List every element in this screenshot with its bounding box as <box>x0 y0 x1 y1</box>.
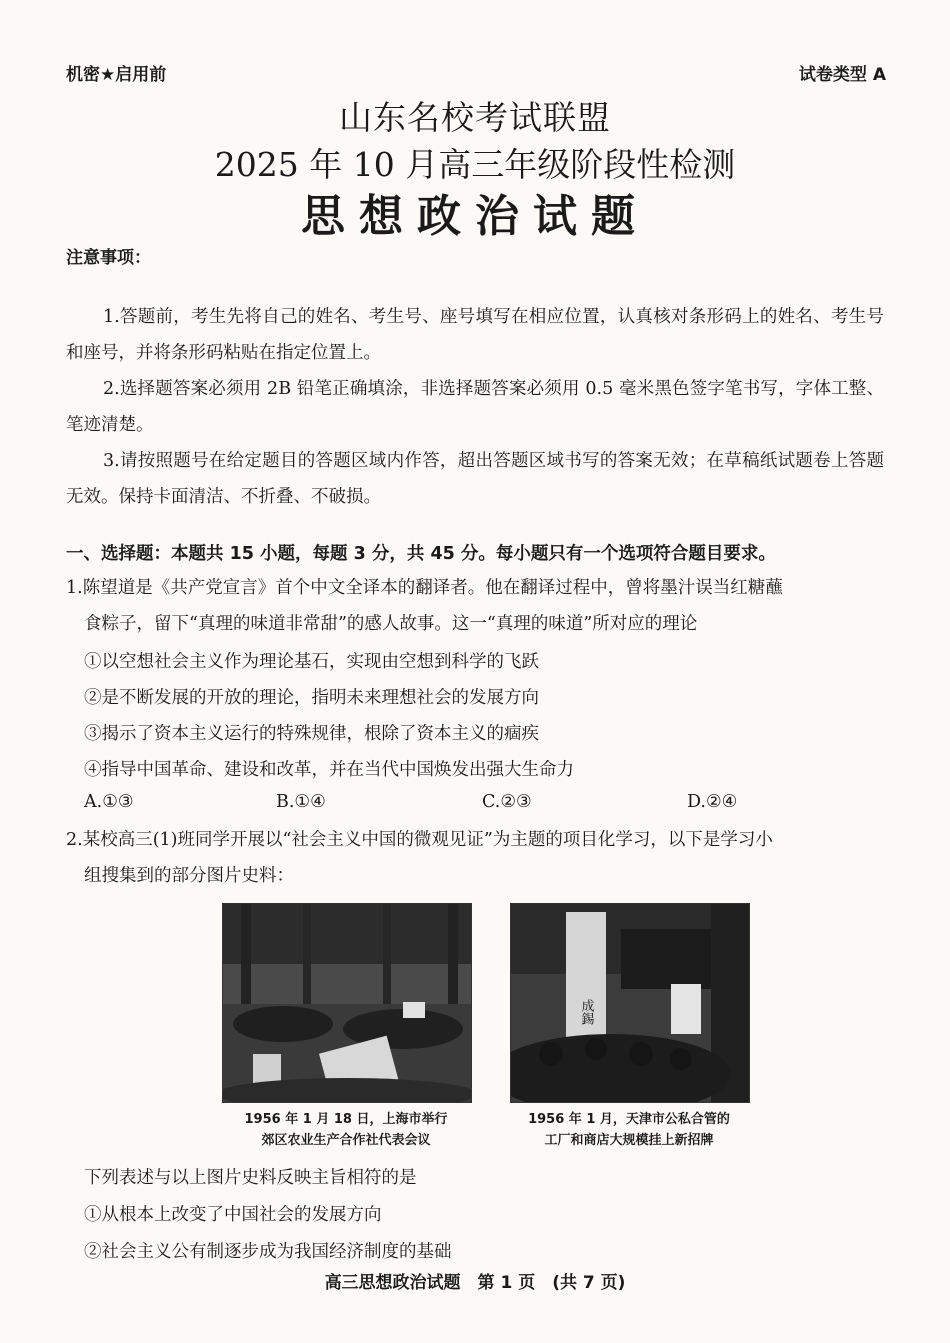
choice-a: A.①③ <box>84 792 134 812</box>
question-2-stem-line2: 组搜集到的部分图片史料： <box>84 866 294 886</box>
question-1-option-4: ④指导中国革命、建设和改革，并在当代中国焕发出强大生命力 <box>84 760 574 780</box>
notice-heading: 注意事项： <box>66 248 151 268</box>
historical-photo-tianjin-signboard <box>510 903 750 1103</box>
question-2-stem-line1: 2.某校高三(1)班同学开展以“社会主义中国的微观见证”为主题的项目化学习，以下是学习小 <box>66 830 773 850</box>
exam-alliance-title: 山东名校考试联盟 <box>339 98 611 137</box>
notice-item-2: 2.选择题答案必须用 2B 铅笔正确填涂，非选择题答案必须用 0.5 毫米黑色签字笔书写，字体工整、笔迹清楚。 <box>66 379 884 435</box>
choice-d: D.②④ <box>687 792 738 812</box>
question-1-choices <box>84 792 884 812</box>
photo-1-caption-line1: 1956 年 1 月 18 日，上海市举行 <box>244 1112 448 1127</box>
question-2-stem <box>66 822 884 894</box>
photo-2-caption-line1: 1956 年 1 月，天津市公私合管的 <box>528 1112 730 1127</box>
choice-b: B.①④ <box>276 792 326 812</box>
page-footer: 高三思想政治试题 第 1 页 (共 7 页) <box>324 1273 626 1293</box>
photo-1-caption <box>222 1109 470 1151</box>
question-2-option-1: ①从根本上改变了中国社会的发展方向 <box>84 1205 382 1225</box>
paper-type-label: 试卷类型 A <box>798 65 886 85</box>
question-1-stem <box>66 570 884 642</box>
question-1-option-1: ①以空想社会主义作为理论基石，实现由空想到科学的飞跃 <box>84 652 539 672</box>
confidential-label: 机密★启用前 <box>66 65 167 85</box>
question-2-option-2: ②社会主义公有制逐步成为我国经济制度的基础 <box>84 1242 452 1262</box>
historical-photo-shanghai-meeting <box>222 903 472 1103</box>
question-1-option-3: ③揭示了资本主义运行的特殊规律，根除了资本主义的痼疾 <box>84 724 539 744</box>
question-2-prompt: 下列表述与以上图片史料反映主旨相符的是 <box>84 1168 417 1188</box>
photo-2-signboard-text: 成錫 <box>578 999 594 1025</box>
photo-2-caption-line2: 工厂和商店大规模挂上新招牌 <box>544 1133 714 1148</box>
choice-c: C.②③ <box>482 792 532 812</box>
notice-item-1: 1.答题前，考生先将自己的姓名、考生号、座号填写在相应位置，认真核对条形码上的姓名、考生号和座号，并将条形码粘贴在指定位置上。 <box>66 307 884 363</box>
exam-date-title: 2025 年 10 月高三年级阶段性检测 <box>214 145 736 184</box>
question-1-stem-line2: 食粽子，留下“真理的味道非常甜”的感人故事。这一“真理的味道”所对应的理论 <box>84 614 698 634</box>
question-1-stem-line1: 1.陈望道是《共产党宣言》首个中文全译本的翻译者。他在翻译过程中，曾将墨汁误当红糖蘸 <box>66 578 783 598</box>
subject-title: 思想政治试题 <box>301 191 649 242</box>
photo-2-caption <box>500 1109 758 1151</box>
question-1-option-2: ②是不断发展的开放的理论，指明未来理想社会的发展方向 <box>84 688 539 708</box>
notice-item-3: 3.请按照题号在给定题目的答题区域内作答，超出答题区域书写的答案无效；在草稿纸试题卷上答题无效。保持卡面清洁、不折叠、不破损。 <box>66 451 884 507</box>
photo-1-caption-line2: 郊区农业生产合作社代表会议 <box>261 1133 431 1148</box>
section-heading: 一、选择题：本题共 15 小题，每题 3 分，共 45 分。每小题只有一个选项符合题目要求。 <box>66 544 776 564</box>
